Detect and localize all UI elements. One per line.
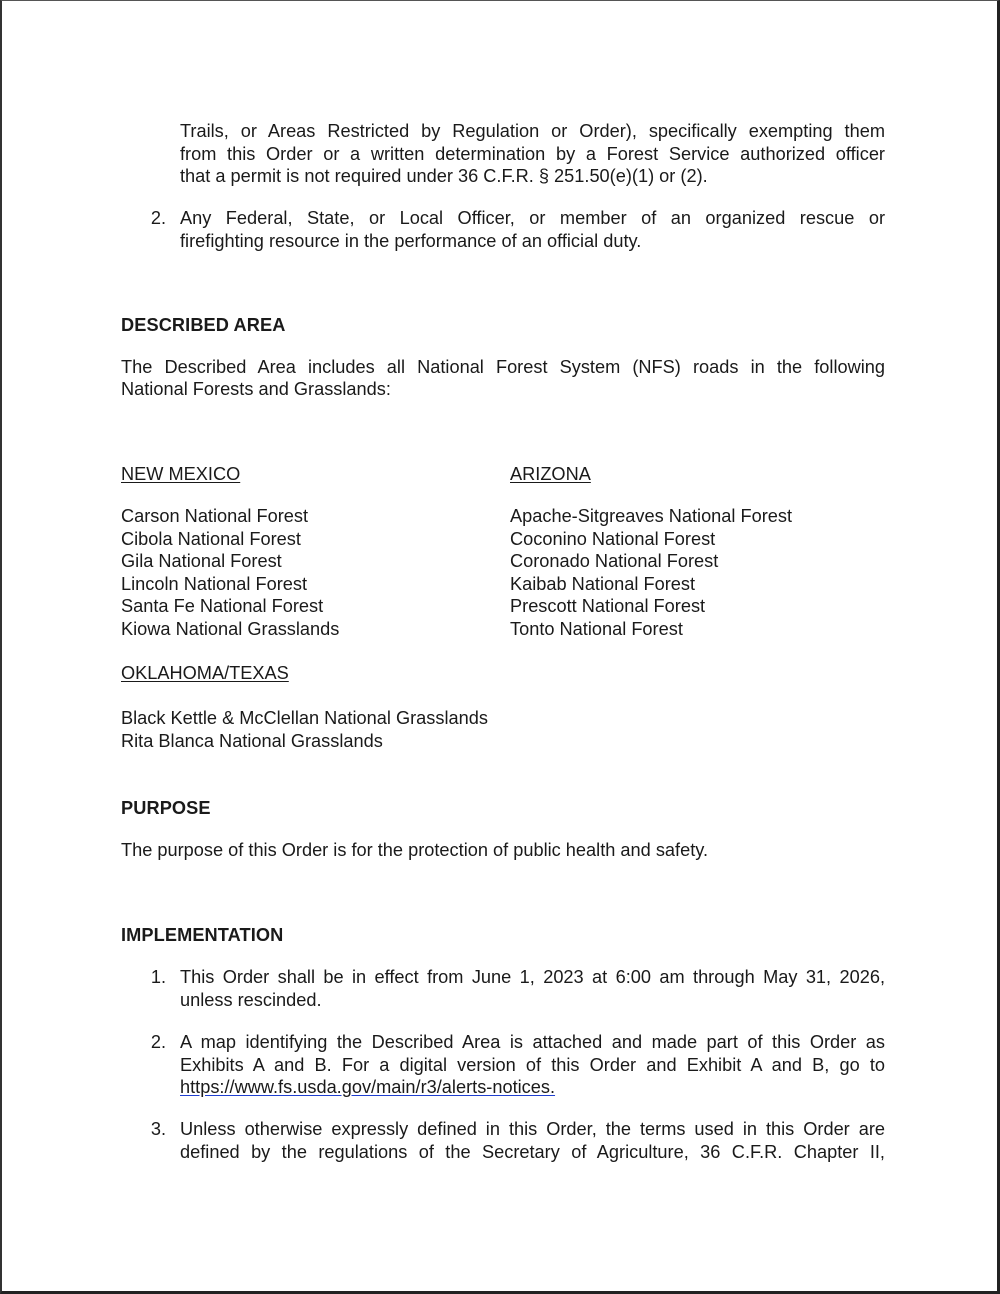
alerts-notices-link[interactable]: https://www.fs.usda.gov/main/r3/alerts-notices.: [180, 1077, 556, 1097]
az-forest-item: Coronado National Forest: [510, 551, 719, 571]
ok-tx-grassland-item: Black Kettle & McClellan National Grasslands: [121, 708, 488, 728]
exemption-item-line-1: Any Federal, State, or Local Officer, or member of an organized rescue or: [180, 208, 885, 228]
exemption-item-line-2: firefighting resource in the performance of an official duty.: [180, 231, 642, 251]
ok-tx-grassland-item: Rita Blanca National Grasslands: [121, 731, 383, 751]
az-forest-item: Prescott National Forest: [510, 596, 706, 616]
implementation-item-2-line-1: A map identifying the Described Area is attached and made part of this Order as: [180, 1032, 885, 1052]
az-forest-item: Coconino National Forest: [510, 528, 716, 549]
nm-forest-item: Cibola National Forest: [121, 528, 301, 549]
exemption-item-number: 2.: [150, 208, 166, 228]
az-forest-item: Tonto National Forest: [510, 618, 683, 639]
oklahoma-texas-heading: OKLAHOMA/TEXAS: [121, 663, 289, 683]
implementation-item-1-line-2: unless rescinded.: [180, 989, 322, 1010]
described-area-intro-line-2: National Forests and Grasslands:: [121, 379, 391, 399]
implementation-item-3-line-2: defined by the regulations of the Secretary of Agriculture, 36 C.F.R. Chapter II,: [180, 1141, 885, 1162]
nm-forest-item: Lincoln National Forest: [121, 573, 308, 594]
az-forest-item: Apache-Sitgreaves National Forest: [510, 506, 793, 526]
described-area-heading: DESCRIBED AREA: [121, 315, 286, 335]
implementation-item-2-line-2: Exhibits A and B. For a digital version of this Order and Exhibit A and B, go to: [180, 1054, 885, 1075]
arizona-heading: ARIZONA: [510, 464, 591, 484]
purpose-heading: PURPOSE: [121, 798, 211, 818]
new-mexico-heading: NEW MEXICO: [121, 464, 241, 484]
az-forest-item: Kaibab National Forest: [510, 573, 696, 594]
nm-forest-item: Santa Fe National Forest: [121, 596, 324, 616]
continued-item-line-2: from this Order or a written determination by a Forest Service authorized officer: [180, 143, 885, 164]
nm-forest-item: Carson National Forest: [121, 506, 309, 526]
implementation-item-number: 2.: [150, 1032, 166, 1052]
implementation-item-number: 1.: [150, 967, 166, 987]
implementation-item-1-line-1: This Order shall be in effect from June 1, 2023 at 6:00 am through May 31, 2026,: [180, 967, 885, 987]
nm-forest-item: Gila National Forest: [121, 551, 282, 571]
implementation-heading: IMPLEMENTATION: [121, 925, 284, 945]
implementation-item-3-line-1: Unless otherwise expressly defined in this Order, the terms used in this Order are: [180, 1119, 885, 1139]
continued-item-line-1: Trails, or Areas Restricted by Regulation or Order), specifically exempting them: [180, 121, 885, 141]
implementation-item-number: 3.: [150, 1119, 166, 1139]
continued-item-line-3: that a permit is not required under 36 C.F.R. § 251.50(e)(1) or (2).: [180, 166, 708, 186]
nm-forest-item: Kiowa National Grasslands: [121, 618, 340, 639]
purpose-text: The purpose of this Order is for the protection of public health and safety.: [121, 840, 709, 860]
described-area-intro-line-1: The Described Area includes all National Forest System (NFS) roads in the following: [121, 357, 885, 377]
